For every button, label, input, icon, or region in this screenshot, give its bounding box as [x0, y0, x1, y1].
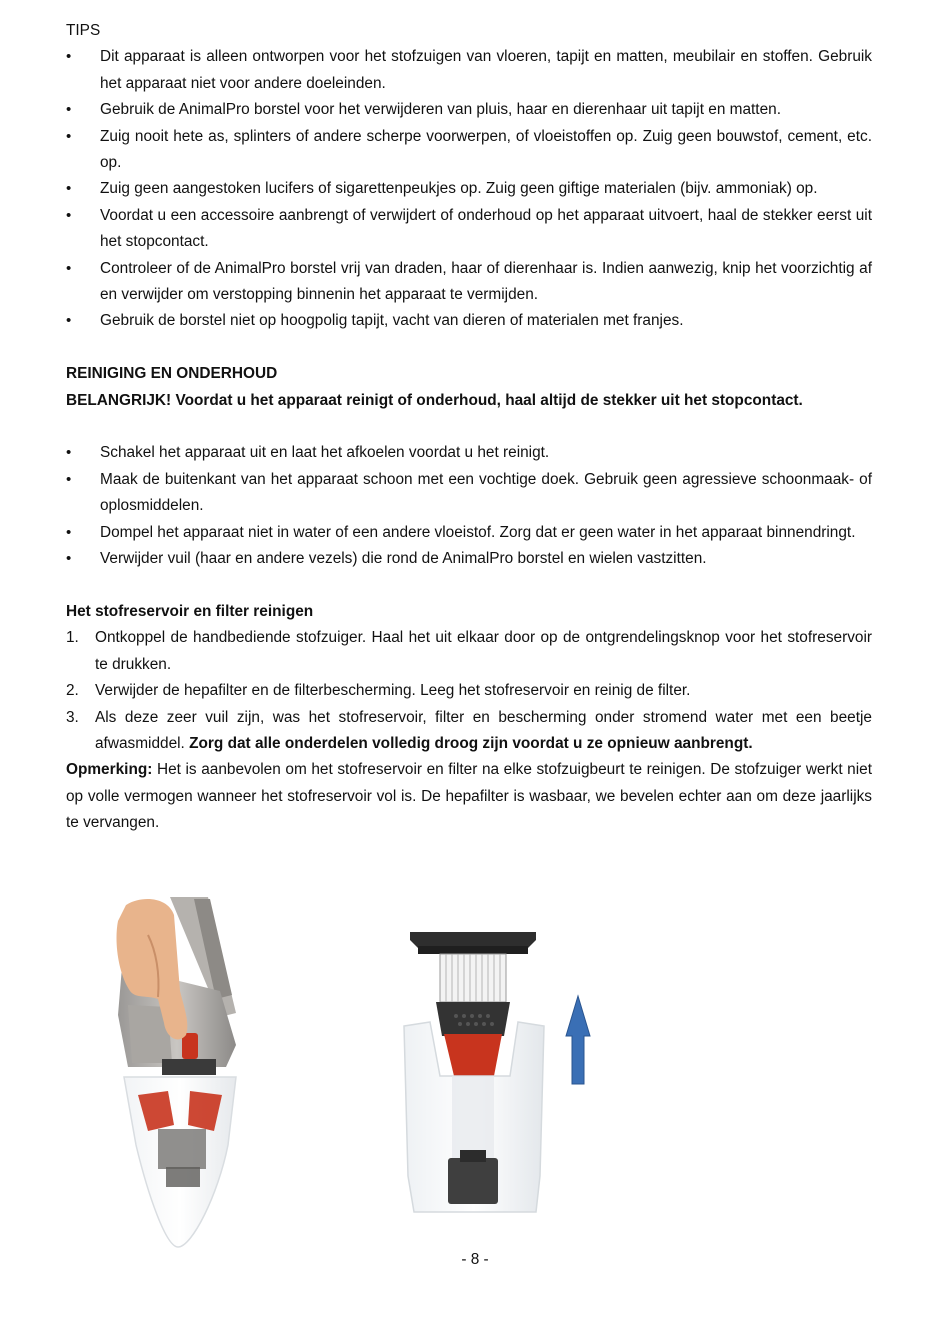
note-paragraph: [66, 757, 872, 836]
list-item: • Gebruik de borstel niet op hoogpolig tapijt, vacht van dieren of materialen met franjes.: [66, 308, 872, 334]
note-label: Opmerking:: [66, 761, 153, 779]
list-item: • Dit apparaat is alleen ontworpen voor het stofzuigen van vloeren, tapijt en matten, meubilair en stoffen. Gebruik het apparaat niet voor andere doeleinden.: [66, 44, 872, 97]
tips-list: [66, 44, 872, 334]
cleaning-list: [66, 440, 872, 572]
cleaning-heading: REINIGING EN ONDERHOUD: [66, 365, 278, 383]
step-number: 2.: [66, 682, 79, 700]
filter-heading: Het stofreservoir en filter reinigen: [66, 602, 314, 620]
page-number: - 8 -: [461, 1251, 489, 1268]
filter-red-accent: [444, 1034, 502, 1076]
step-text: Verwijder de hepafilter en de filterbescherming. Leeg het stofreservoir en reinig de filter.: [95, 682, 691, 700]
list-item: [66, 705, 872, 758]
step-number: 1.: [66, 629, 79, 647]
note-text: Het is aanbevolen om het stofreservoir en filter na elke stofzuigbeurt te reinigen. De stofzuiger werkt niet op volle vermogen wanneer het stofreservoir vol is. De hepafilter is wasbaar, we bevelen echter aan om deze jaarlijks te vervangen.: [66, 761, 872, 832]
list-item: • Verwijder vuil (haar en andere vezels) die rond de AnimalPro borstel en wielen vastzitten.: [66, 546, 872, 572]
list-item: • Dompel het apparaat niet in water of een andere vloeistof. Zorg dat er geen water in het apparaat binnendringt.: [66, 520, 872, 546]
release-button-accent: [182, 1033, 198, 1059]
step-number: 3.: [66, 708, 79, 726]
list-item: • Maak de buitenkant van het apparaat schoon met een vochtige doek. Gebruik geen agressieve schoonmaak- of oplosmiddelen.: [66, 467, 872, 520]
filter-tank-figure: [400, 926, 600, 1216]
page-content: [66, 18, 872, 837]
list-item: • Zuig geen aangestoken lucifers of sigarettenpeukjes op. Zuig geen giftige materialen (bijv. ammoniak) op.: [66, 176, 872, 202]
list-item: [66, 625, 872, 678]
spacer: [66, 414, 872, 440]
step-text: Als deze zeer vuil zijn, was het stofreservoir, filter en bescherming onder stromend water met een beetje afwasmiddel.: [95, 708, 872, 752]
list-item: • Gebruik de AnimalPro borstel voor het verwijderen van pluis, haar en dierenhaar uit tapijt en matten.: [66, 97, 872, 123]
step-bold-text: Zorg dat alle onderdelen volledig droog zijn voordat u ze opnieuw aanbrengt.: [189, 734, 753, 752]
list-item: • Zuig nooit hete as, splinters of andere scherpe voorwerpen, of vloeistoffen op. Zuig geen bouwstof, cement, etc. op.: [66, 124, 872, 177]
vacuum-illustration: [108, 895, 268, 1250]
spacer: [66, 573, 872, 599]
handheld-vacuum-figure: [108, 895, 268, 1250]
list-item: [66, 678, 872, 704]
step-text: Ontkoppel de handbediende stofzuiger. Haal het uit elkaar door op de ontgrendelingsknop voor het stofreservoir te drukken.: [95, 629, 872, 673]
list-item: • Schakel het apparaat uit en laat het afkoelen voordat u het reinigt.: [66, 440, 872, 466]
spacer: [66, 335, 872, 361]
important-notice: BELANGRIJK! Voordat u het apparaat reinigt of onderhoud, haal altijd de stekker uit het stopcontact.: [66, 391, 803, 409]
arrow-up-icon: [566, 996, 590, 1084]
filter-steps: [66, 625, 872, 757]
filter-illustration: [400, 926, 600, 1216]
tips-heading: TIPS: [66, 22, 101, 39]
list-item: • Voordat u een accessoire aanbrengt of verwijdert of onderhoud op het apparaat uitvoert, haal de stekker eerst uit het stopcontact.: [66, 203, 872, 256]
list-item: • Controleer of de AnimalPro borstel vrij van draden, haar of dierenhaar is. Indien aanwezig, knip het voorzichtig af en verwijder om verstopping binnenin het apparaat te vermijden.: [66, 256, 872, 309]
